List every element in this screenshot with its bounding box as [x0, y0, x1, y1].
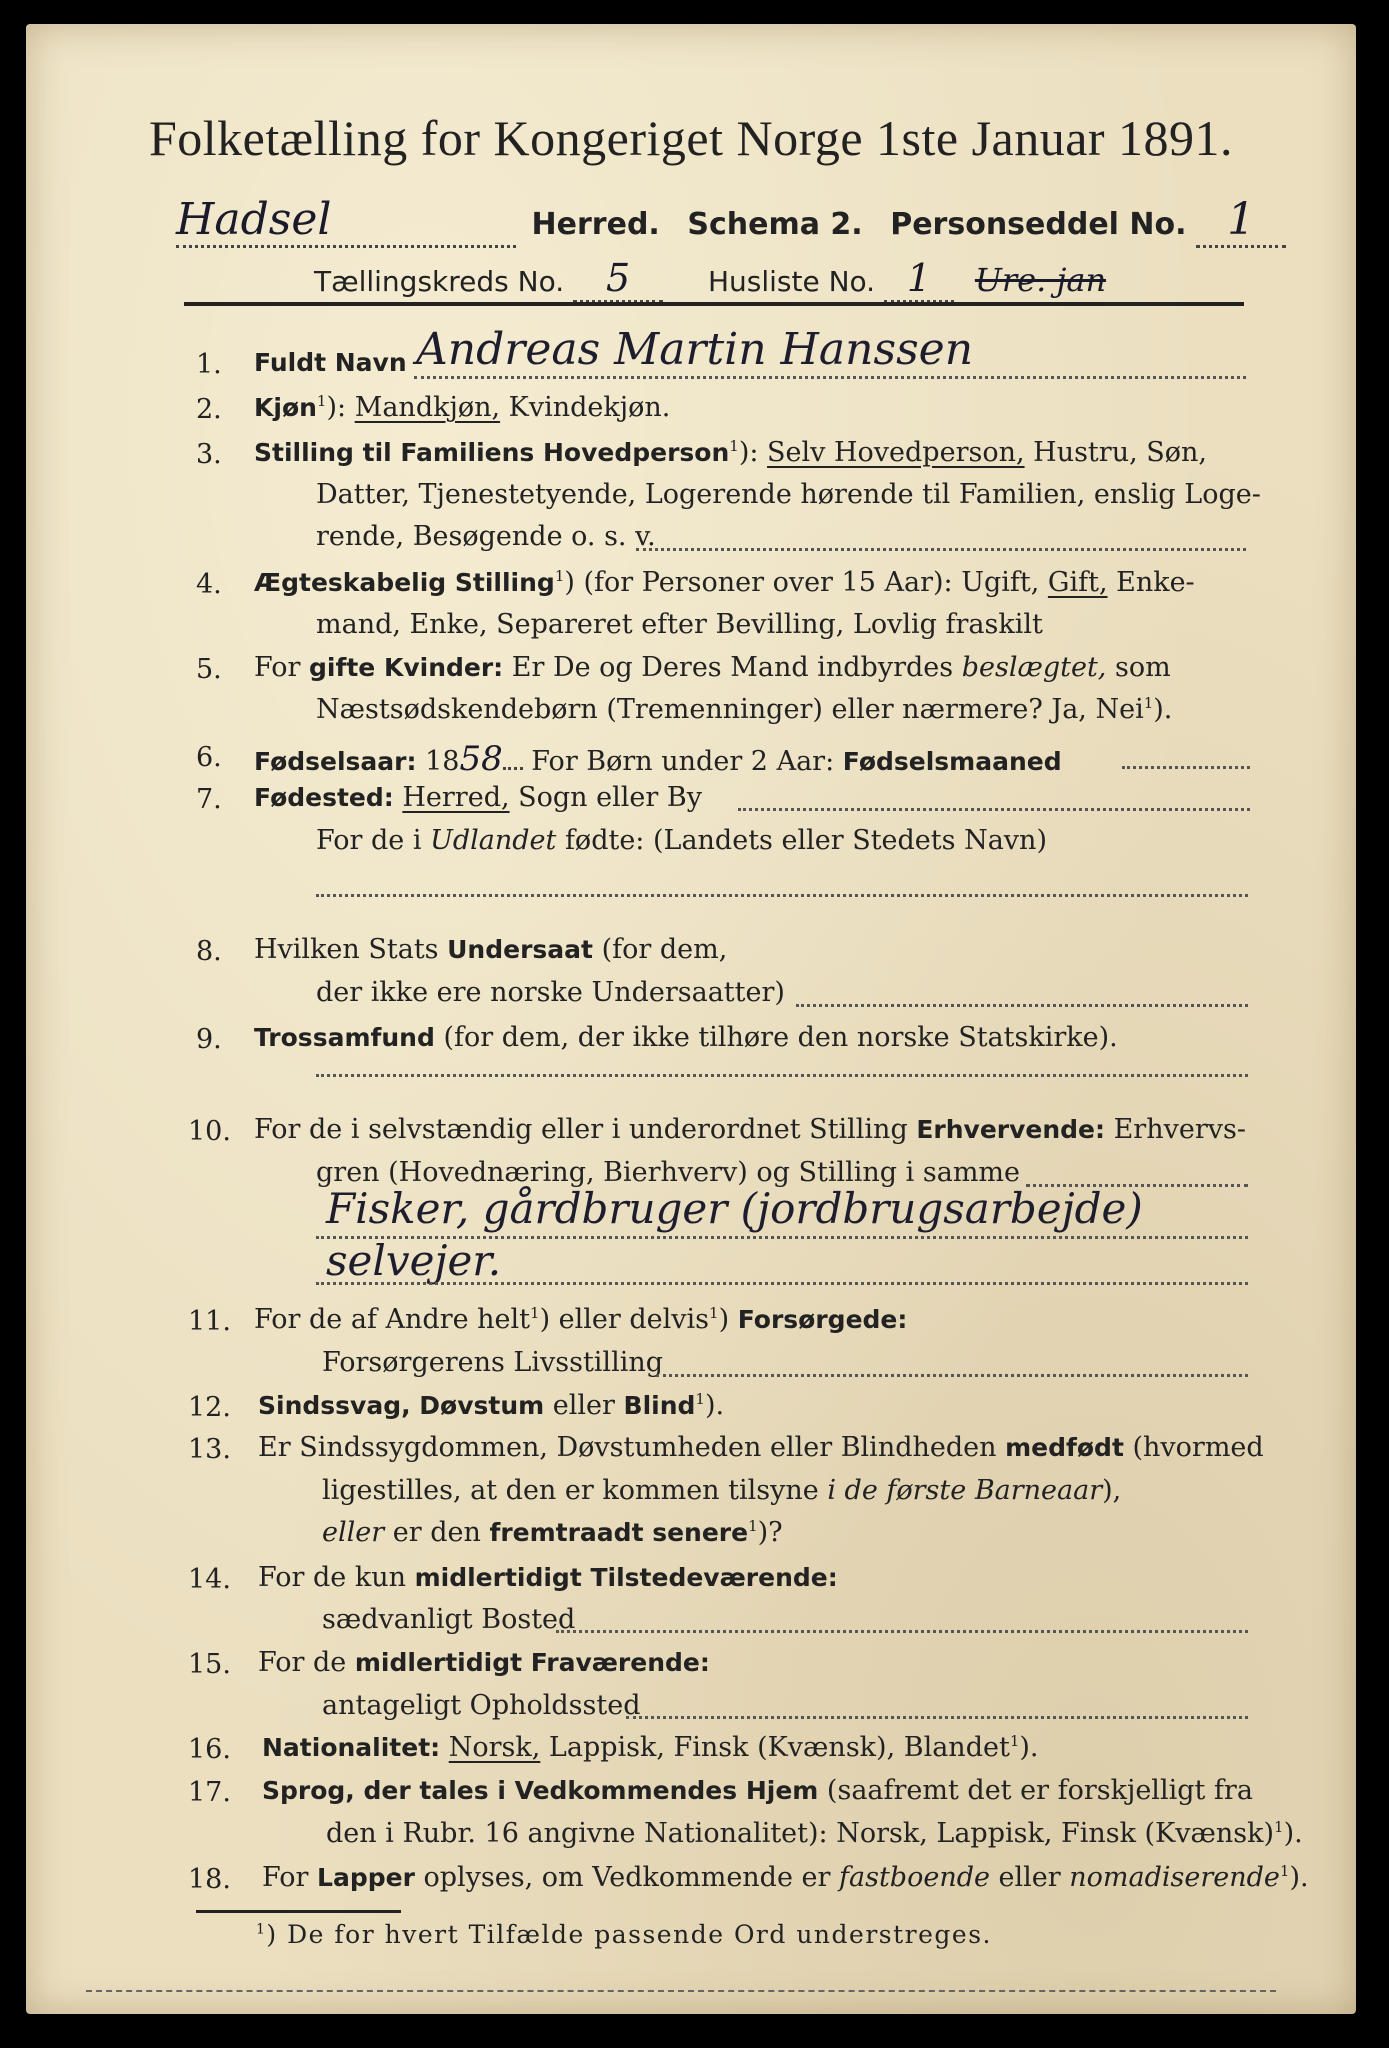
- item-13-line-2-a: ligestilles, at den er kommen tilsyne: [322, 1475, 828, 1506]
- item-number-11: 11.: [188, 1306, 231, 1337]
- item-17: [262, 1777, 1253, 1804]
- item-9-dotted-line: [316, 1074, 1248, 1077]
- item-11-text: ) eller delvis: [539, 1304, 710, 1335]
- item-15-label: midlertidigt Fraværende:: [354, 1648, 710, 1677]
- item-7-line-2-a: For de i: [316, 825, 431, 856]
- item-17-rest: (saafremt det er forskjelligt fra: [818, 1775, 1253, 1806]
- item-13-line-2-italic: i de første Barneaar: [827, 1475, 1103, 1506]
- item-6-answer: 58: [459, 739, 503, 779]
- item-6-dotted-line: [1122, 766, 1250, 769]
- item-13-line-2-b: ),: [1102, 1475, 1122, 1506]
- item-4-option-gift: Gift,: [1047, 567, 1108, 598]
- item-13: [258, 1434, 1264, 1461]
- item-1: [254, 349, 407, 376]
- item-3-option-selv: Selv Hovedperson,: [767, 437, 1025, 468]
- item-4-text: ) (for Personer over 15 Aar): Ugift,: [564, 567, 1048, 598]
- item-17-label: Sprog, der tales i Vedkommendes Hjem: [262, 1776, 819, 1805]
- item-18-end: ).: [1289, 1862, 1309, 1893]
- item-16: [262, 1734, 1038, 1761]
- kreds-line: [314, 256, 1106, 303]
- husliste-label: Husliste No.: [707, 265, 876, 298]
- item-5-text: Er De og Deres Mand indbyrdes: [503, 652, 962, 683]
- husliste-number: 1: [884, 256, 954, 303]
- item-18-label: Lapper: [317, 1863, 415, 1892]
- item-16-end: ).: [1019, 1732, 1039, 1763]
- item-6-label: Fødselsaar:: [254, 747, 417, 776]
- item-number-7: 7.: [196, 784, 222, 815]
- item-13-line-3-italic: eller: [322, 1517, 385, 1548]
- item-14-prefix: For de kun: [258, 1562, 415, 1593]
- kreds-label: Tællingskreds No.: [314, 265, 565, 298]
- herred-handwritten: Hadsel: [176, 194, 516, 248]
- item-8-line-2: der ikke ere norske Undersaatter): [316, 977, 785, 1008]
- item-5-line-2-text: Næstsødskendebørn (Tremenninger) eller nærmere? Ja, Nei: [316, 694, 1144, 725]
- item-10: [254, 1116, 1246, 1143]
- item-1-dotted-line: [414, 376, 1246, 379]
- item-7-dotted-line: [738, 808, 1250, 811]
- item-2-label: Kjøn: [254, 393, 317, 422]
- item-number-9: 9.: [196, 1024, 222, 1055]
- item-7-line-2-italic: Udlandet: [430, 825, 557, 856]
- item-10-prefix: For de i selvstændig eller i underordnet Stilling: [254, 1114, 917, 1145]
- item-number-16: 16.: [188, 1734, 231, 1765]
- item-11-paren: ): [718, 1304, 738, 1335]
- item-3-sup: 1: [729, 437, 739, 455]
- item-18: [262, 1864, 1309, 1891]
- item-10-answer-line-2: selvejer.: [326, 1236, 502, 1285]
- footnote: [256, 1922, 992, 1947]
- item-1-label: Fuldt Navn: [254, 348, 407, 377]
- item-12-mid: eller: [544, 1390, 624, 1421]
- item-18-text: oplyses, om Vedkommende er: [414, 1862, 839, 1893]
- item-11: [254, 1306, 907, 1333]
- item-2-option-mandkjon: Mandkjøn,: [354, 392, 501, 423]
- item-8-label: Undersaat: [447, 935, 593, 964]
- item-13-label: medfødt: [1005, 1433, 1124, 1462]
- herred-label: Herred.: [531, 207, 660, 242]
- item-6-label-2: Fødselsmaaned: [842, 747, 1062, 776]
- item-3-rest: Hustru, Søn,: [1024, 437, 1207, 468]
- item-10-answer-line-1: Fisker, gårdbruger (jordbrugsarbejde): [326, 1184, 1143, 1233]
- husliste-struck-text: Ure. jan: [974, 261, 1107, 299]
- item-8-dotted-line: [796, 1004, 1248, 1007]
- item-7-dotted-line-2: [316, 894, 1248, 897]
- item-13-line-3: [322, 1519, 783, 1546]
- item-5: [254, 654, 1171, 681]
- item-number-15: 15.: [188, 1649, 231, 1680]
- item-17-line-2-text: den i Rubr. 16 angivne Nationalitet): Norsk, Lappisk, Finsk (Kvænsk): [326, 1818, 1275, 1849]
- item-11-label: Forsørgede:: [737, 1305, 908, 1334]
- item-5-sup: 1: [1143, 694, 1154, 712]
- item-number-13: 13.: [188, 1434, 231, 1465]
- item-9: [254, 1024, 1118, 1051]
- item-14: [258, 1564, 838, 1591]
- item-number-5: 5.: [196, 654, 222, 685]
- item-5-rest: som: [1106, 652, 1171, 683]
- item-10-line-2: gren (Hovednæring, Bierhverv) og Stilling i samme: [316, 1157, 1021, 1188]
- item-number-8: 8.: [196, 936, 222, 967]
- item-number-1: 1.: [196, 349, 222, 380]
- item-number-10: 10.: [188, 1116, 231, 1147]
- item-12-end: ).: [704, 1390, 725, 1421]
- item-13-rest: (hvormed: [1123, 1432, 1264, 1463]
- item-11-dotted-line: [656, 1374, 1248, 1377]
- census-form-page: [26, 24, 1356, 2014]
- item-3-label: Stilling til Familiens Hovedperson: [254, 438, 730, 467]
- item-7-rest: Sogn eller By: [509, 782, 702, 813]
- item-13-line-3-label: fremtraadt senere: [489, 1518, 749, 1547]
- item-18-italic-2: nomadiserende: [1069, 1862, 1280, 1893]
- item-10-dotted-line-3: [316, 1282, 1248, 1285]
- item-18-italic-1: fastboende: [839, 1862, 990, 1893]
- item-7-label: Fødested:: [254, 783, 394, 812]
- item-17-end: ).: [1283, 1818, 1303, 1849]
- item-10-rest: Erhvervs-: [1105, 1114, 1246, 1145]
- personseddel-label: Personseddel No.: [890, 207, 1187, 242]
- personseddel-number: 1: [1196, 194, 1286, 248]
- item-17-sup: 1: [1274, 1818, 1284, 1836]
- item-7-line-2: [316, 827, 1047, 854]
- item-7: [254, 784, 702, 811]
- item-12: [258, 1392, 724, 1419]
- item-5-label: gifte Kvinder:: [309, 653, 504, 682]
- item-5-end: ).: [1153, 694, 1173, 725]
- item-2: [254, 394, 670, 421]
- item-13-line-2: [322, 1477, 1121, 1504]
- herred-line: [176, 194, 1286, 248]
- item-number-18: 18.: [188, 1864, 231, 1895]
- header-rule: [184, 302, 1244, 306]
- form-title: Folketælling for Kongeriget Norge 1ste Januar 1891.: [148, 110, 1234, 166]
- item-3-line-3: rende, Besøgende o. s. v.: [316, 521, 656, 552]
- item-8-rest: (for dem,: [592, 934, 728, 965]
- item-7-line-2-b: fødte: (Landets eller Stedets Navn): [556, 825, 1047, 856]
- schema-label: Schema 2.: [687, 207, 863, 242]
- item-number-6: 6.: [196, 742, 222, 773]
- item-18-mid: eller: [989, 1862, 1070, 1893]
- item-18-prefix: For: [262, 1862, 318, 1893]
- item-6-prefix: 18: [416, 746, 460, 777]
- item-11-sup-1: 1: [530, 1304, 540, 1322]
- footnote-rule: [196, 1910, 401, 1913]
- item-13-sup: 1: [748, 1517, 758, 1535]
- item-12-sup: 1: [695, 1390, 705, 1408]
- footnote-sup: 1: [256, 1921, 267, 1938]
- item-9-rest: (for dem, der ikke tilhøre den norske Statskirke).: [434, 1022, 1118, 1053]
- item-15-prefix: For de: [258, 1647, 355, 1678]
- item-number-4: 4.: [196, 569, 222, 600]
- item-4-sup: 1: [554, 567, 565, 585]
- item-12-label: Sindssvag, Døvstum: [258, 1391, 545, 1420]
- item-14-label: midlertidigt Tilstedeværende:: [414, 1563, 838, 1592]
- item-9-label: Trossamfund: [254, 1023, 435, 1052]
- item-11-line-2: Forsørgerens Livsstilling: [322, 1347, 664, 1378]
- item-13-end: )?: [757, 1517, 783, 1548]
- item-14-dotted-line: [556, 1630, 1248, 1633]
- kreds-number: 5: [573, 256, 663, 303]
- item-15-line-2: antageligt Opholdssted: [322, 1690, 641, 1721]
- item-16-rest: Lappisk, Finsk (Kvænsk), Blandet: [540, 1732, 1010, 1763]
- item-11-sup-2: 1: [709, 1304, 719, 1322]
- item-2-colon: ):: [326, 392, 355, 423]
- item-16-option-norsk: Norsk,: [448, 1732, 541, 1763]
- item-16-sup: 1: [1009, 1732, 1020, 1750]
- item-number-3: 3.: [196, 439, 222, 470]
- item-8: [254, 936, 727, 963]
- item-3-line-2: Datter, Tjenestetyende, Logerende hørende til Familien, enslig Loge-: [316, 479, 1261, 510]
- item-3-dotted-line: [636, 548, 1246, 551]
- item-number-2: 2.: [196, 394, 222, 425]
- item-4-line-2: mand, Enke, Separeret efter Bevilling, Lovlig fraskilt: [316, 609, 1043, 640]
- item-13-line-3-a: er den: [384, 1517, 490, 1548]
- item-5-line-2: [316, 696, 1172, 723]
- item-number-14: 14.: [188, 1564, 231, 1595]
- item-number-17: 17.: [188, 1777, 231, 1808]
- item-2-sup: 1: [316, 392, 327, 410]
- item-6-text: For Børn under 2 Aar:: [522, 746, 843, 777]
- item-3-colon: ):: [738, 437, 768, 468]
- item-4: [254, 569, 1195, 596]
- item-5-prefix: For: [254, 652, 310, 683]
- item-11-prefix: For de af Andre helt: [254, 1304, 531, 1335]
- item-1-answer: Andreas Martin Hanssen: [416, 324, 974, 375]
- item-14-line-2: sædvanligt Bosted: [322, 1604, 576, 1635]
- item-13-prefix: Er Sindssygdommen, Døvstumheden eller Blindheden: [258, 1432, 1006, 1463]
- item-18-sup: 1: [1279, 1862, 1290, 1880]
- bottom-perforation: [86, 1990, 1276, 1992]
- item-12-label-2: Blind: [623, 1391, 696, 1420]
- item-17-line-2: [326, 1820, 1303, 1847]
- footnote-text: ) De for hvert Tilfælde passende Ord understreges.: [266, 1920, 992, 1949]
- item-number-12: 12.: [188, 1392, 231, 1423]
- item-8-prefix: Hvilken Stats: [254, 934, 448, 965]
- item-4-rest: Enke-: [1107, 567, 1195, 598]
- item-4-label: Ægteskabelig Stilling: [254, 568, 555, 597]
- item-15: [258, 1649, 710, 1676]
- item-5-italic: beslægtet,: [961, 652, 1107, 683]
- item-2-option-kvindekjon: Kvindekjøn.: [500, 392, 671, 423]
- item-7-option-herred: Herred,: [402, 782, 510, 813]
- item-15-dotted-line: [626, 1716, 1248, 1719]
- item-3: [254, 439, 1207, 466]
- item-10-label: Erhvervende:: [916, 1115, 1106, 1144]
- item-6: [254, 739, 1062, 779]
- item-16-label: Nationalitet:: [262, 1733, 441, 1762]
